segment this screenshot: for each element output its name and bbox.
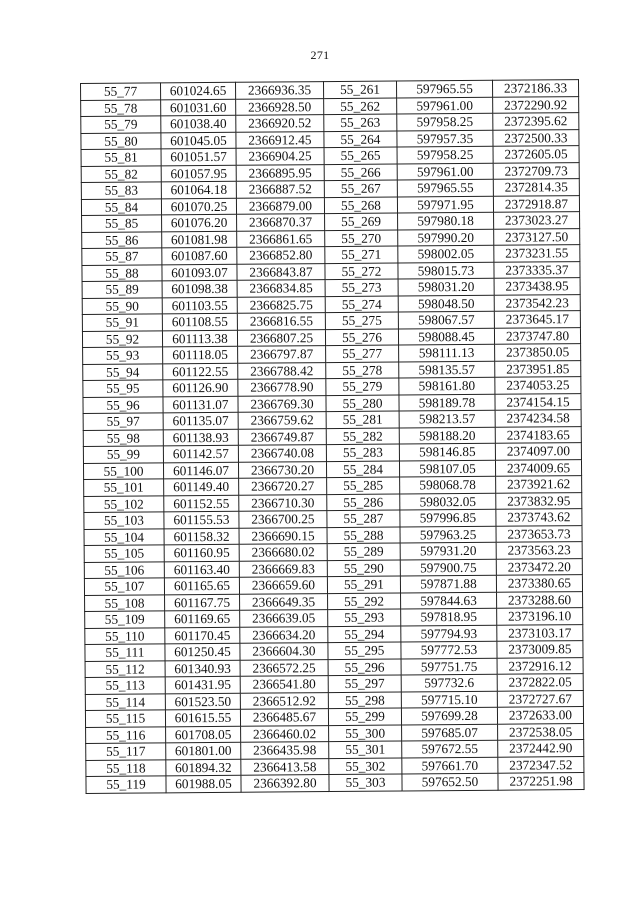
x-right-cell: 598135.57 — [399, 361, 495, 378]
point-id-left-cell: 55_92 — [82, 330, 162, 347]
y-right-cell: 2372605.05 — [493, 146, 579, 163]
y-right-cell: 2372538.05 — [498, 723, 584, 740]
y-right-cell: 2372814.35 — [493, 179, 579, 196]
x-right-cell: 597958.25 — [397, 146, 493, 163]
x-right-cell: 598068.78 — [400, 476, 496, 493]
x-left-cell: 601087.60 — [162, 247, 237, 264]
y-right-cell: 2373653.73 — [496, 525, 582, 542]
point-id-left-cell: 55_81 — [81, 149, 161, 166]
point-id-left-cell: 55_79 — [81, 116, 161, 133]
point-id-left-cell: 55_83 — [81, 182, 161, 199]
x-right-cell: 597685.07 — [402, 724, 498, 741]
point-id-right-cell: 55_266 — [324, 164, 397, 181]
x-left-cell: 601070.25 — [161, 198, 236, 215]
y-left-cell: 2366649.35 — [240, 593, 328, 610]
point-id-left-cell: 55_90 — [82, 297, 162, 314]
point-id-right-cell: 55_275 — [325, 312, 398, 329]
y-left-cell: 2366639.05 — [240, 610, 328, 627]
point-id-left-cell: 55_111 — [85, 644, 165, 661]
y-left-cell: 2366512.92 — [240, 692, 328, 709]
x-left-cell: 601051.57 — [161, 148, 236, 165]
point-id-right-cell: 55_272 — [325, 263, 398, 280]
point-id-left-cell: 55_109 — [85, 611, 165, 628]
y-left-cell: 2366769.30 — [238, 395, 326, 412]
y-right-cell: 2373380.65 — [496, 575, 582, 592]
y-left-cell: 2366710.30 — [239, 494, 327, 511]
y-right-cell: 2374009.65 — [495, 459, 581, 476]
y-right-cell: 2374053.25 — [495, 377, 581, 394]
point-id-left-cell: 55_82 — [81, 165, 161, 182]
y-right-cell: 2372395.62 — [493, 113, 579, 130]
x-left-cell: 601122.55 — [163, 363, 238, 380]
y-left-cell: 2366861.65 — [237, 230, 325, 247]
point-id-left-cell: 55_93 — [83, 347, 163, 364]
y-right-cell: 2373335.37 — [494, 261, 580, 278]
point-id-right-cell: 55_291 — [327, 576, 400, 593]
y-right-cell: 2373009.85 — [497, 641, 583, 658]
x-left-cell: 601098.38 — [162, 280, 237, 297]
x-right-cell: 598032.05 — [400, 493, 496, 510]
point-id-right-cell: 55_294 — [328, 625, 401, 642]
x-left-cell: 601523.50 — [165, 693, 240, 710]
y-left-cell: 2366680.02 — [239, 544, 327, 561]
x-left-cell: 601149.40 — [164, 478, 239, 495]
x-left-cell: 601045.05 — [161, 132, 236, 149]
x-right-cell: 597699.28 — [401, 707, 497, 724]
y-left-cell: 2366843.87 — [237, 263, 325, 280]
point-id-left-cell: 55_102 — [84, 495, 164, 512]
x-left-cell: 601135.07 — [163, 412, 238, 429]
y-right-cell: 2373921.62 — [496, 476, 582, 493]
point-id-left-cell: 55_85 — [82, 215, 162, 232]
point-id-left-cell: 55_116 — [86, 726, 166, 743]
x-right-cell: 598002.05 — [398, 245, 494, 262]
x-right-cell: 597751.75 — [401, 658, 497, 675]
point-id-left-cell: 55_117 — [86, 743, 166, 760]
table-row — [86, 773, 584, 793]
y-right-cell: 2373023.27 — [494, 212, 580, 229]
y-left-cell: 2366912.45 — [236, 131, 324, 148]
point-id-right-cell: 55_300 — [329, 724, 402, 741]
point-id-right-cell: 55_268 — [324, 197, 397, 214]
x-left-cell: 601031.60 — [161, 99, 236, 116]
x-right-cell: 597732.6 — [401, 674, 497, 691]
x-right-cell: 597715.10 — [401, 691, 497, 708]
x-right-cell: 598161.80 — [399, 377, 495, 394]
point-id-right-cell: 55_273 — [325, 279, 398, 296]
point-id-left-cell: 55_77 — [81, 83, 161, 100]
point-id-right-cell: 55_283 — [326, 444, 399, 461]
y-left-cell: 2366392.80 — [241, 775, 329, 792]
point-id-left-cell: 55_86 — [82, 231, 162, 248]
x-right-cell: 598031.20 — [398, 278, 494, 295]
x-left-cell: 601894.32 — [166, 759, 241, 776]
point-id-right-cell: 55_278 — [326, 362, 399, 379]
point-id-left-cell: 55_87 — [82, 248, 162, 265]
point-id-right-cell: 55_269 — [325, 213, 398, 230]
y-right-cell: 2372251.98 — [498, 773, 584, 790]
page-number: 271 — [310, 48, 330, 62]
point-id-left-cell: 55_101 — [84, 479, 164, 496]
x-right-cell: 597990.20 — [398, 229, 494, 246]
coordinates-table — [80, 79, 585, 793]
point-id-left-cell: 55_96 — [83, 396, 163, 413]
y-left-cell: 2366834.85 — [237, 280, 325, 297]
y-left-cell: 2366778.90 — [238, 379, 326, 396]
x-right-cell: 597672.55 — [402, 740, 498, 757]
point-id-right-cell: 55_261 — [323, 81, 396, 98]
x-right-cell: 598111.13 — [399, 344, 495, 361]
x-left-cell: 601093.07 — [162, 264, 237, 281]
point-id-right-cell: 55_282 — [326, 428, 399, 445]
y-right-cell: 2373472.20 — [496, 558, 582, 575]
y-right-cell: 2373832.95 — [496, 492, 582, 509]
x-right-cell: 597931.20 — [400, 542, 496, 559]
x-right-cell: 597965.55 — [396, 80, 492, 97]
y-left-cell: 2366797.87 — [238, 346, 326, 363]
x-left-cell: 601158.32 — [164, 528, 239, 545]
point-id-left-cell: 55_95 — [83, 380, 163, 397]
x-left-cell: 601126.90 — [163, 379, 238, 396]
y-right-cell: 2373127.50 — [494, 228, 580, 245]
point-id-left-cell: 55_119 — [86, 776, 166, 793]
y-left-cell: 2366870.37 — [237, 214, 325, 231]
x-left-cell: 601103.55 — [162, 297, 237, 314]
y-right-cell: 2374097.00 — [495, 443, 581, 460]
y-right-cell: 2372442.90 — [498, 740, 584, 757]
y-left-cell: 2366749.87 — [238, 428, 326, 445]
point-id-left-cell: 55_100 — [83, 462, 163, 479]
point-id-right-cell: 55_274 — [325, 296, 398, 313]
point-id-right-cell: 55_298 — [328, 691, 401, 708]
x-right-cell: 597961.00 — [397, 97, 493, 114]
y-left-cell: 2366435.98 — [241, 742, 329, 759]
y-right-cell: 2373231.55 — [494, 245, 580, 262]
y-left-cell: 2366730.20 — [238, 461, 326, 478]
point-id-left-cell: 55_89 — [82, 281, 162, 298]
x-right-cell: 597957.35 — [397, 130, 493, 147]
y-right-cell: 2373563.23 — [496, 542, 582, 559]
x-left-cell: 601081.98 — [162, 231, 237, 248]
x-right-cell: 598189.78 — [399, 394, 495, 411]
y-right-cell: 2372822.05 — [497, 674, 583, 691]
x-right-cell: 598067.57 — [398, 311, 494, 328]
x-left-cell: 601160.95 — [164, 544, 239, 561]
point-id-left-cell: 55_104 — [84, 528, 164, 545]
point-id-left-cell: 55_115 — [85, 710, 165, 727]
x-left-cell: 601250.45 — [165, 643, 240, 660]
x-left-cell: 601170.45 — [165, 627, 240, 644]
point-id-left-cell: 55_97 — [83, 413, 163, 430]
y-left-cell: 2366759.62 — [238, 412, 326, 429]
point-id-right-cell: 55_290 — [327, 559, 400, 576]
point-id-left-cell: 55_114 — [85, 693, 165, 710]
x-right-cell: 597652.50 — [402, 773, 498, 790]
point-id-right-cell: 55_302 — [329, 757, 402, 774]
point-id-right-cell: 55_281 — [326, 411, 399, 428]
point-id-right-cell: 55_295 — [328, 642, 401, 659]
x-left-cell: 601988.05 — [166, 775, 241, 792]
x-right-cell: 597818.95 — [401, 608, 497, 625]
point-id-right-cell: 55_262 — [324, 98, 397, 115]
coordinates-table-container — [80, 79, 584, 793]
point-id-right-cell: 55_263 — [324, 114, 397, 131]
y-left-cell: 2366700.25 — [239, 511, 327, 528]
y-left-cell: 2366604.30 — [240, 643, 328, 660]
x-left-cell: 601169.65 — [165, 610, 240, 627]
y-right-cell: 2373196.10 — [497, 608, 583, 625]
y-left-cell: 2366887.52 — [236, 181, 324, 198]
y-left-cell: 2366816.55 — [237, 313, 325, 330]
y-left-cell: 2366659.60 — [239, 577, 327, 594]
y-left-cell: 2366904.25 — [236, 148, 324, 165]
y-right-cell: 2373743.62 — [496, 509, 582, 526]
y-right-cell: 2373951.85 — [495, 360, 581, 377]
point-id-left-cell: 55_88 — [82, 264, 162, 281]
y-left-cell: 2366541.80 — [240, 676, 328, 693]
x-left-cell: 601165.65 — [164, 577, 239, 594]
x-left-cell: 601131.07 — [163, 396, 238, 413]
x-right-cell: 597961.00 — [397, 163, 493, 180]
x-left-cell: 601152.55 — [164, 495, 239, 512]
y-left-cell: 2366920.52 — [236, 115, 324, 132]
point-id-left-cell: 55_118 — [86, 759, 166, 776]
x-left-cell: 601163.40 — [164, 561, 239, 578]
y-right-cell: 2372186.33 — [492, 80, 578, 97]
x-left-cell: 601057.95 — [161, 165, 236, 182]
y-left-cell: 2366669.83 — [239, 560, 327, 577]
x-right-cell: 597661.70 — [402, 757, 498, 774]
point-id-right-cell: 55_297 — [328, 675, 401, 692]
point-id-right-cell: 55_267 — [324, 180, 397, 197]
point-id-left-cell: 55_98 — [83, 429, 163, 446]
point-id-right-cell: 55_289 — [327, 543, 400, 560]
x-left-cell: 601118.05 — [163, 346, 238, 363]
y-right-cell: 2373747.80 — [494, 327, 580, 344]
y-right-cell: 2372347.52 — [498, 756, 584, 773]
x-left-cell: 601167.75 — [165, 594, 240, 611]
y-left-cell: 2366852.80 — [237, 247, 325, 264]
point-id-left-cell: 55_110 — [85, 627, 165, 644]
point-id-right-cell: 55_284 — [326, 461, 399, 478]
point-id-right-cell: 55_270 — [325, 230, 398, 247]
point-id-right-cell: 55_301 — [329, 741, 402, 758]
x-left-cell: 601708.05 — [166, 726, 241, 743]
y-left-cell: 2366825.75 — [237, 296, 325, 313]
y-right-cell: 2373850.05 — [495, 344, 581, 361]
x-right-cell: 598188.20 — [399, 427, 495, 444]
x-left-cell: 601431.95 — [165, 676, 240, 693]
x-right-cell: 597844.63 — [401, 592, 497, 609]
point-id-right-cell: 55_271 — [325, 246, 398, 263]
point-id-right-cell: 55_279 — [326, 378, 399, 395]
point-id-left-cell: 55_78 — [81, 99, 161, 116]
x-left-cell: 601076.20 — [162, 214, 237, 231]
y-left-cell: 2366720.27 — [239, 478, 327, 495]
x-right-cell: 598213.57 — [399, 410, 495, 427]
point-id-right-cell: 55_280 — [326, 395, 399, 412]
x-right-cell: 597965.55 — [397, 179, 493, 196]
y-left-cell: 2366460.02 — [241, 725, 329, 742]
point-id-left-cell: 55_112 — [85, 660, 165, 677]
y-right-cell: 2372290.92 — [493, 96, 579, 113]
point-id-left-cell: 55_84 — [81, 198, 161, 215]
point-id-left-cell: 55_113 — [85, 677, 165, 694]
x-right-cell: 597900.75 — [400, 559, 496, 576]
x-left-cell: 601340.93 — [165, 660, 240, 677]
x-left-cell: 601064.18 — [161, 181, 236, 198]
y-left-cell: 2366895.95 — [236, 164, 324, 181]
x-left-cell: 601108.55 — [162, 313, 237, 330]
y-right-cell: 2373438.95 — [494, 278, 580, 295]
point-id-right-cell: 55_265 — [324, 147, 397, 164]
point-id-right-cell: 55_293 — [328, 609, 401, 626]
y-left-cell: 2366879.00 — [236, 197, 324, 214]
point-id-right-cell: 55_296 — [328, 658, 401, 675]
y-right-cell: 2372709.73 — [493, 162, 579, 179]
x-left-cell: 601142.57 — [163, 445, 238, 462]
y-left-cell: 2366807.25 — [237, 329, 325, 346]
y-right-cell: 2374154.15 — [495, 393, 581, 410]
x-left-cell: 601113.38 — [162, 330, 237, 347]
point-id-left-cell: 55_108 — [85, 594, 165, 611]
y-right-cell: 2372918.87 — [493, 195, 579, 212]
y-right-cell: 2373103.17 — [497, 624, 583, 641]
x-right-cell: 598146.85 — [399, 443, 495, 460]
x-right-cell: 597794.93 — [401, 625, 497, 642]
y-right-cell: 2372916.12 — [497, 657, 583, 674]
point-id-right-cell: 55_286 — [327, 494, 400, 511]
point-id-right-cell: 55_292 — [328, 592, 401, 609]
x-left-cell: 601155.53 — [164, 511, 239, 528]
y-left-cell: 2366485.67 — [240, 709, 328, 726]
y-right-cell: 2373542.23 — [494, 294, 580, 311]
point-id-right-cell: 55_264 — [324, 131, 397, 148]
x-left-cell: 601146.07 — [163, 462, 238, 479]
x-right-cell: 597958.25 — [397, 113, 493, 130]
x-right-cell: 598048.50 — [398, 295, 494, 312]
point-id-left-cell: 55_80 — [81, 132, 161, 149]
y-right-cell: 2374234.58 — [495, 410, 581, 427]
point-id-right-cell: 55_299 — [328, 708, 401, 725]
point-id-right-cell: 55_287 — [327, 510, 400, 527]
x-right-cell: 597871.88 — [400, 575, 496, 592]
point-id-right-cell: 55_276 — [325, 329, 398, 346]
x-right-cell: 598088.45 — [398, 328, 494, 345]
x-right-cell: 597971.95 — [397, 196, 493, 213]
y-left-cell: 2366936.35 — [235, 82, 323, 99]
point-id-left-cell: 55_91 — [82, 314, 162, 331]
y-right-cell: 2372727.67 — [497, 690, 583, 707]
x-right-cell: 597963.25 — [400, 526, 496, 543]
point-id-left-cell: 55_99 — [83, 446, 163, 463]
point-id-left-cell: 55_103 — [84, 512, 164, 529]
x-left-cell: 601038.40 — [161, 115, 236, 132]
x-right-cell: 597772.53 — [401, 641, 497, 658]
point-id-left-cell: 55_105 — [84, 545, 164, 562]
x-right-cell: 597980.18 — [398, 212, 494, 229]
point-id-left-cell: 55_106 — [84, 561, 164, 578]
point-id-right-cell: 55_303 — [329, 774, 402, 791]
x-right-cell: 598015.73 — [398, 262, 494, 279]
y-left-cell: 2366928.50 — [236, 98, 324, 115]
y-left-cell: 2366572.25 — [240, 659, 328, 676]
x-left-cell: 601138.93 — [163, 429, 238, 446]
y-right-cell: 2373645.17 — [494, 311, 580, 328]
y-right-cell: 2374183.65 — [495, 426, 581, 443]
point-id-right-cell: 55_285 — [327, 477, 400, 494]
point-id-right-cell: 55_277 — [326, 345, 399, 362]
coordinates-table-body — [81, 80, 585, 793]
y-left-cell: 2366413.58 — [241, 758, 329, 775]
y-right-cell: 2373288.60 — [497, 591, 583, 608]
y-right-cell: 2372633.00 — [497, 707, 583, 724]
y-left-cell: 2366740.08 — [238, 445, 326, 462]
y-right-cell: 2372500.33 — [493, 129, 579, 146]
x-left-cell: 601615.55 — [165, 709, 240, 726]
y-left-cell: 2366788.42 — [238, 362, 326, 379]
point-id-left-cell: 55_94 — [83, 363, 163, 380]
point-id-left-cell: 55_107 — [84, 578, 164, 595]
x-right-cell: 598107.05 — [399, 460, 495, 477]
y-left-cell: 2366634.20 — [240, 626, 328, 643]
point-id-right-cell: 55_288 — [327, 527, 400, 544]
y-left-cell: 2366690.15 — [239, 527, 327, 544]
x-left-cell: 601801.00 — [166, 742, 241, 759]
x-right-cell: 597996.85 — [400, 509, 496, 526]
x-left-cell: 601024.65 — [161, 82, 236, 99]
